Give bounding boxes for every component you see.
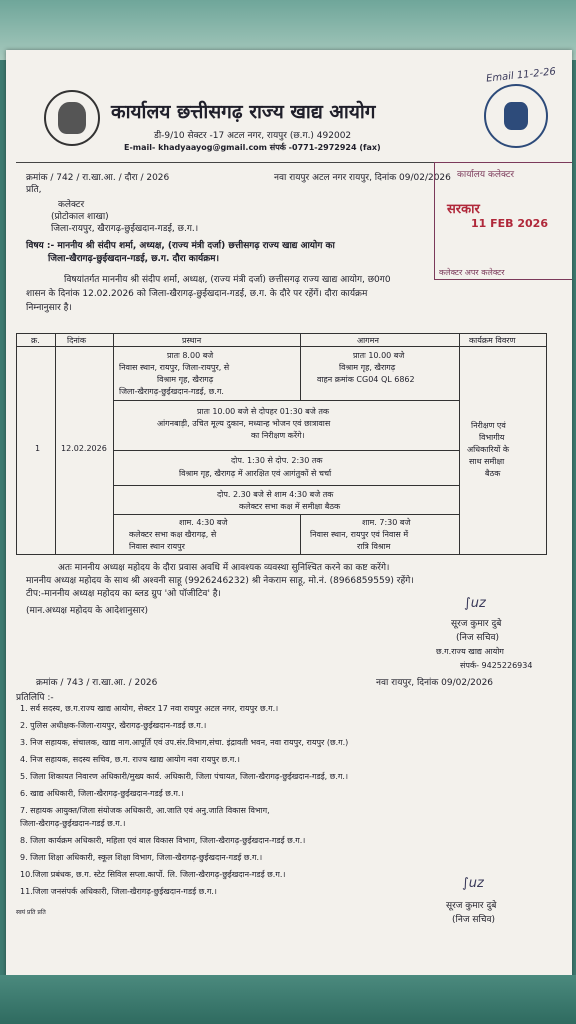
state-emblem-icon <box>44 90 100 146</box>
signatory-line: संपर्क- 9425226934 <box>460 661 533 670</box>
cell-line: दोप. 1:30 से दोप. 2:30 तक <box>231 456 323 465</box>
cell-line: निवास स्थान, रायपुर, जिला-रायपुर, से <box>119 363 230 372</box>
handwritten-note: Email 11-2-26 <box>485 66 557 85</box>
intro-line: शासन के दिनांक 12.02.2026 को जिला-खैरागढ़-छुईखदान-गडई, छ.ग. के दौरे पर रहेंगें। दौरा कार्यक्रम <box>26 289 368 299</box>
copy-item: 6. खाद्य अधिकारी, जिला-खैरागढ़-छुईखदान-गडई छ.ग.। <box>20 789 184 798</box>
recipient-line: कलेक्टर <box>58 200 85 210</box>
office-title: कार्यालय छत्तीसगढ़ राज्य खाद्य आयोग <box>111 101 376 123</box>
remarks-line: अधिकारियों के <box>467 445 510 454</box>
cell-line: जिला-खैरागढ़-छुईखदान-गडई, छ.ग. <box>119 387 224 396</box>
closing-line: अतः माननीय अध्यक्ष महोदय के दौरा प्रवास अवधि में आवश्यक व्यवस्था सुनिश्चित करने का कष्ट करेंगे। <box>58 563 390 573</box>
cell-line: प्रातः 8.00 बजे <box>167 351 214 360</box>
document-page <box>6 50 572 978</box>
cell-line: विश्राम गृह, खैरागढ़ में आरक्षित एवं आगंतुकों से चर्चा <box>179 469 332 478</box>
copy-item: 1. सर्व सदस्य, छ.ग.राज्य खाद्य आयोग, सेक्टर 17 नवा रायपुर अटल नगर, रायपुर छ.ग.। <box>20 704 279 713</box>
copy-item: 8. जिला कार्यक्रम अधिकारी, महिला एवं बाल विकास विभाग, जिला-खैरागढ़-छुईखदान-गडई छ.ग.। <box>20 836 306 845</box>
subject-line: विषय :- माननीय श्री संदीप शर्मा, अध्यक्ष, (राज्य मंत्री दर्जा) छत्तीसगढ़ राज्य खाद्य आयोग का <box>26 241 335 251</box>
copy-item: 5. जिला शिकायत निवारण अधिकारी/मुख्य कार्य. अधिकारी, जिला पंचायत, जिला-खैरागढ़-छुईखदान-गडई, छ.ग.। <box>20 772 348 781</box>
cell-line: रात्रि विश्राम <box>357 542 391 551</box>
copy-number: क्रमांक / 743 / रा.खा.आ. / 2026 <box>36 678 158 688</box>
cell-line: निवास स्थान रायपुर <box>129 542 185 551</box>
closing-line: (मान.अध्यक्ष महोदय के आदेशानुसार) <box>26 606 149 616</box>
remarks-line: बैठक <box>485 469 501 478</box>
remarks-line: विभागीय <box>479 433 505 442</box>
cell-line: विश्राम गृह, खैरागढ़ <box>157 375 214 384</box>
stamp-text: सरकार <box>447 202 480 217</box>
copy-date: नवा रायपुर, दिनांक 09/02/2026 <box>376 678 494 688</box>
row-number: 1 <box>35 444 41 453</box>
stamp-text: कलेक्टर अपर कलेक्टर <box>439 268 505 277</box>
remarks-line: निरीक्षण एवं <box>471 421 506 430</box>
signatory-name: सूरज कुमार दुबे <box>451 619 502 629</box>
signature-icon: ∫uz <box>464 596 486 611</box>
cell-line: कलेक्टर सभा कक्ष में समीक्षा बैठक <box>239 502 341 511</box>
remarks-line: साथ समीक्षा <box>469 457 505 466</box>
copy-item: 10.जिला प्रबंधक, छ.ग. स्टेट सिविल सप्ला.कार्पो. लि. जिला-खैरागढ़-छुईखदान-गडई छ.ग.। <box>20 870 286 879</box>
commission-seal-icon <box>484 84 548 148</box>
copy-item: 4. निज सहायक, सदस्य सचिव, छ.ग. राज्य खाद्य आयोग नवा रायपुर छ.ग.। <box>20 755 240 764</box>
copy-item: 2. पुलिस अधीक्षक-जिला-रायपुर, खैरागढ़-छुईखदान-गडई छ.ग.। <box>20 721 207 730</box>
stamp-text: कार्यालय कलेक्टर <box>457 170 515 180</box>
received-stamp <box>434 162 572 280</box>
signatory-line: (निज सचिव) <box>456 633 500 643</box>
stamp-date: 11 FEB 2026 <box>471 217 548 230</box>
cell-line: वाहन क्रमांक CG04 QL 6862 <box>317 375 415 384</box>
cell-line: शाम. 4:30 बजे <box>179 518 228 527</box>
cell-line: दोप. 2.30 बजे से शाम 4:30 बजे तक <box>217 490 334 499</box>
copy-heading: प्रतिलिपि :- <box>16 693 54 703</box>
cell-line: का निरीक्षण करेंगे। <box>251 431 305 440</box>
cell-line: प्रातः 10.00 बजे <box>353 351 405 360</box>
prati-label: प्रति, <box>26 185 42 195</box>
copy-item: 11.जिला जनसंपर्क अधिकारी, जिला-खैरागढ़-छुईखदान-गडई छ.ग.। <box>20 887 217 896</box>
cell-line: शाम. 7:30 बजे <box>362 518 411 527</box>
signatory-name: सूरज कुमार दुबे <box>446 901 497 911</box>
signatory-line: छ.ग.राज्य खाद्य आयोग <box>436 647 504 656</box>
cell-line: कलेक्टर सभा कक्ष खैरागढ़, से <box>129 530 217 539</box>
copy-item: 7. सहायक आयुक्त/जिला संयोजक अधिकारी, आ.जाति एवं अनु.जाति विकास विभाग, <box>20 806 270 815</box>
table-header: क्र. <box>31 336 40 345</box>
recipient-line: (प्रोटोकाल शाखा) <box>51 212 109 222</box>
tour-schedule-table <box>16 333 547 555</box>
footer-mark: स्वयं प्रति प्रति <box>16 909 46 916</box>
recipient-line: जिला-रायपुर, खैरागढ़-छुईखदान-गडई, छ.ग.। <box>51 224 199 234</box>
closing-line: माननीय अध्यक्ष महोदय के साथ श्री अश्वनी साहू (9926246232) श्री नेकराम साहू, मो.नं. (8966859559) रहेंगे। <box>26 576 414 586</box>
background-bottom <box>0 975 576 1024</box>
row-date: 12.02.2026 <box>61 444 107 453</box>
office-contact: E-mail- khadyaayog@gmail.com संपर्क -0771-2972924 (fax) <box>124 143 381 152</box>
closing-line: टीप:-माननीय अध्यक्ष महोदय का ब्लड ग्रुप 'ओ पॉजीटिव' है। <box>26 589 221 599</box>
table-header: प्रस्थान <box>182 336 202 345</box>
intro-line: विषयांतर्गत माननीय श्री संदीप शर्मा, अध्यक्ष, (राज्य मंत्री दर्जा) छत्तीसगढ़ राज्य खाद्य आयोग, छ0ग0 <box>64 275 391 285</box>
cell-line: निवास स्थान, रायपुर एवं निवास में <box>310 530 409 539</box>
signature-icon: ∫uz <box>462 876 484 891</box>
subject-line: जिला-खैरागढ़-छुईखदान-गडई, छ.ग. दौरा कार्यक्रम। <box>48 254 219 264</box>
copy-item: 3. निज सहायक, संचालक, खाद्य नाग.आपूर्ति एवं उप.संर.विभाग,संचा. इंद्रावती भवन, नवा रायपुर, रायपुर (छ.ग.) <box>20 738 349 747</box>
copy-item: जिला-खैरागढ़-छुईखदान-गडई छ.ग.। <box>20 819 126 828</box>
copy-item: 9. जिला शिक्षा अधिकारी, स्कूल शिक्षा विभाग, जिला-खैरागढ़-छुईखदान-गडई छ.ग.। <box>20 853 263 862</box>
letter-number: क्रमांक / 742 / रा.खा.आ. / दौरा / 2026 <box>26 173 170 183</box>
table-header: दिनांक <box>67 336 86 345</box>
letter-date: नवा रायपुर अटल नगर रायपुर, दिनांक 09/02/2026 <box>274 173 451 183</box>
table-header: कार्यक्रम विवरण <box>469 336 516 345</box>
cell-line: विश्राम गृह, खैरागढ़ <box>339 363 396 372</box>
table-header: आगमन <box>357 336 379 345</box>
intro-line: निम्नानुसार है। <box>26 303 72 313</box>
cell-line: प्रातः 10.00 बजे से दोपहर 01:30 बजे तक <box>197 407 330 416</box>
office-address: डी-9/10 सेक्टर -17 अटल नगर, रायपुर (छ.ग.) 492002 <box>154 131 352 141</box>
signatory-line: (निज सचिव) <box>452 915 496 925</box>
cell-line: आंगनबाड़ी, उचित मूल्य दुकान, मध्यान्ह भोजन एवं छात्रावास <box>157 419 331 428</box>
